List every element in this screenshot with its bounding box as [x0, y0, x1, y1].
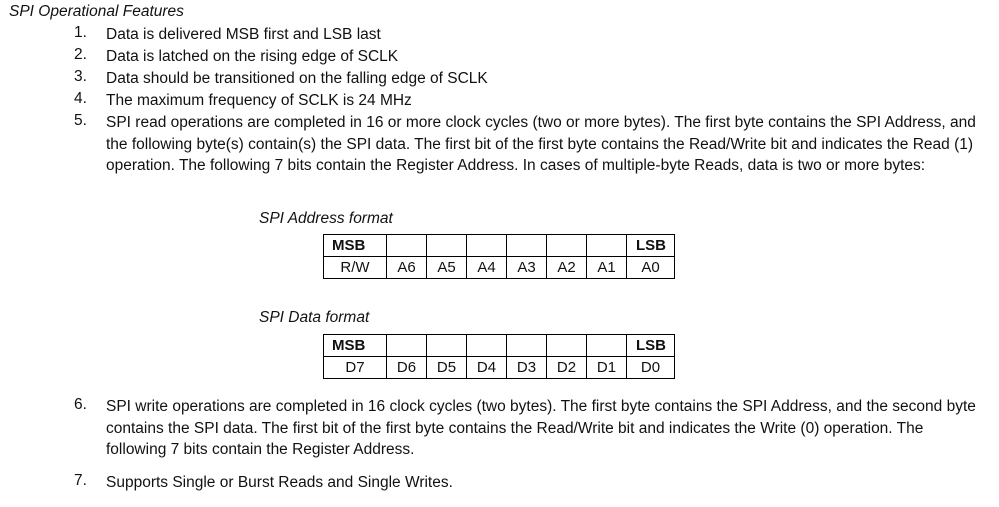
table-cell	[587, 335, 627, 357]
item-text: Supports Single or Burst Reads and Single Writes.	[106, 474, 453, 491]
bit-cell: D7	[324, 357, 387, 379]
bit-cell: A5	[427, 257, 467, 279]
bit-cell: D6	[387, 357, 427, 379]
item-number: 1.	[74, 24, 87, 41]
table-cell	[427, 235, 467, 257]
item-text: Data should be transitioned on the falling edge of SCLK	[106, 70, 488, 87]
table-cell	[467, 335, 507, 357]
bit-cell: D3	[507, 357, 547, 379]
item-text: The maximum frequency of SCLK is 24 MHz	[106, 92, 412, 109]
bit-cell: D2	[547, 357, 587, 379]
table-row	[324, 257, 675, 279]
item-number: 4.	[74, 90, 87, 107]
table-cell	[587, 235, 627, 257]
bit-cell: A3	[507, 257, 547, 279]
item-number: 5.	[74, 112, 87, 129]
bit-cell: A1	[587, 257, 627, 279]
bit-cell: A6	[387, 257, 427, 279]
item-text: SPI read operations are completed in 16 or more clock cycles (two or more bytes). The first byte contains the SPI Address, and the following byte(s) contain(s) the SPI data. The first bit of the first byte contains the Read/Write bit and indicates the Read (1) operation. The following 7 bits contain the Register Address. In cases of multiple-byte Reads, data is two or more bytes:	[106, 114, 976, 175]
data-format-table	[323, 334, 675, 379]
item-number: 6.	[74, 396, 87, 413]
item-text: SPI write operations are completed in 16 clock cycles (two bytes). The first byte contains the SPI Address, and the second byte contains the SPI data. The first bit of the first byte contains the Read/Write bit and indicates the Write (0) operation. The following 7 bits contain the Register Address.	[106, 398, 976, 459]
lsb-label: LSB	[627, 235, 675, 257]
table-cell	[547, 335, 587, 357]
lsb-label: LSB	[627, 335, 675, 357]
bit-cell: R/W	[324, 257, 387, 279]
address-format-table	[323, 234, 675, 279]
table-row	[324, 357, 675, 379]
bit-cell: D4	[467, 357, 507, 379]
bit-cell: A0	[627, 257, 675, 279]
msb-label: MSB	[324, 235, 387, 257]
item-text: Data is delivered MSB first and LSB last	[106, 26, 381, 43]
table-cell	[427, 335, 467, 357]
address-format-caption: SPI Address format	[259, 210, 393, 227]
table-cell	[467, 235, 507, 257]
bit-cell: A4	[467, 257, 507, 279]
table-row	[324, 335, 675, 357]
table-row	[324, 235, 675, 257]
item-number: 7.	[74, 472, 87, 489]
item-number: 2.	[74, 46, 87, 63]
table-cell	[387, 235, 427, 257]
table-cell	[507, 235, 547, 257]
table-cell	[507, 335, 547, 357]
bit-cell: A2	[547, 257, 587, 279]
data-format-caption: SPI Data format	[259, 309, 370, 326]
table-cell	[547, 235, 587, 257]
item-number: 3.	[74, 68, 87, 85]
bit-cell: D0	[627, 357, 675, 379]
item-text: Data is latched on the rising edge of SCLK	[106, 48, 399, 65]
bit-cell: D5	[427, 357, 467, 379]
section-heading: SPI Operational Features	[9, 3, 184, 20]
table-cell	[387, 335, 427, 357]
bit-cell: D1	[587, 357, 627, 379]
msb-label: MSB	[324, 335, 387, 357]
